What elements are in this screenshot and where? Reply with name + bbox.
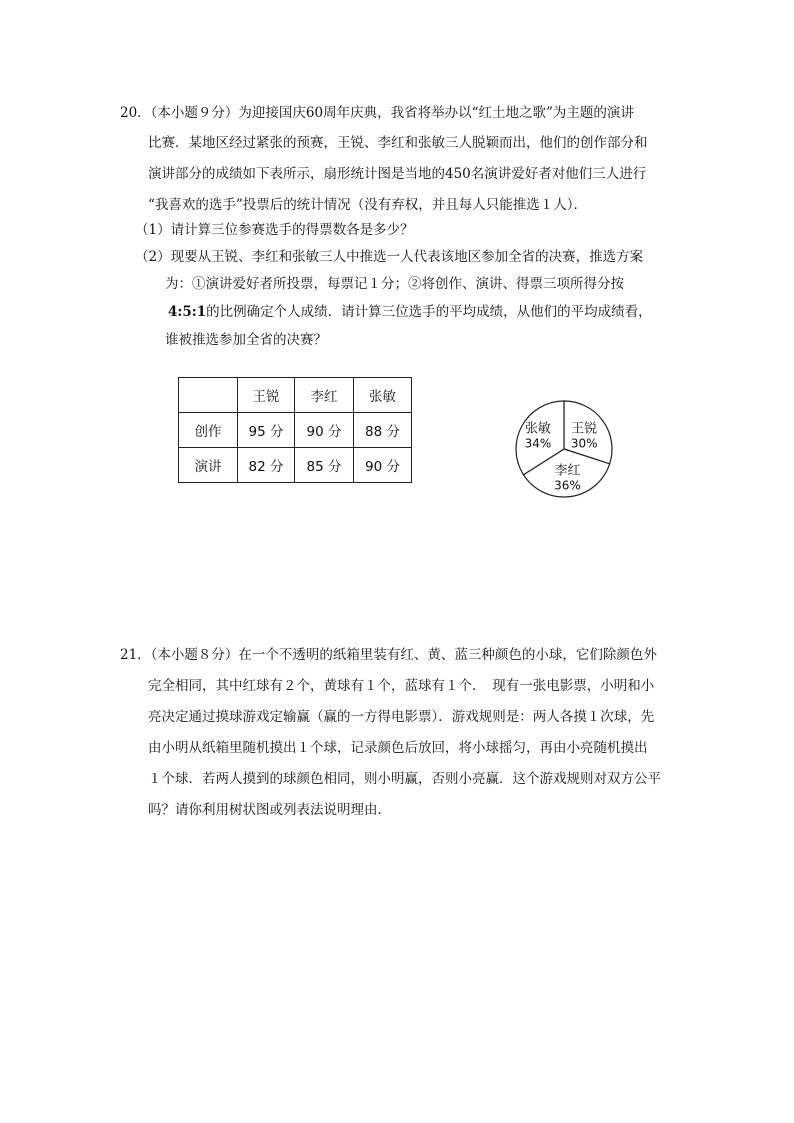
pie-label-name: 李红	[554, 463, 581, 479]
q20-line-2: 比赛．某地区经过紧张的预赛，王锐、李红和张敏三人脱颖而出，他们的创作部分和	[148, 135, 648, 151]
table-cell: 演讲	[179, 448, 238, 483]
table-row	[179, 413, 412, 448]
q21-line-2: 完全相同，其中红球有２个，黄球有１个，蓝球有１个． 现有一张电影票，小明和小	[148, 678, 655, 694]
q20-sub2-line-1: （2）现要从王锐、李红和张敏三人中推选一人代表该地区参加全省的决赛，推选方案	[135, 249, 644, 265]
q20-sub2-line-2: 为：①演讲爱好者所投票，每票记１分；②将创作、演讲、得票三项所得分按	[165, 276, 624, 292]
table-cell: 95 分	[238, 413, 295, 448]
table-cell: 创作	[179, 413, 238, 448]
ratio-rest-text: 的比例确定个人成绩．请计算三位选手的平均成绩，从他们的平均成绩看，	[206, 304, 652, 320]
ratio-text: 4:5:1	[168, 304, 207, 320]
table-header-row	[179, 378, 412, 413]
pie-label-name: 张敏	[524, 421, 551, 437]
q20-line-4: “我喜欢的选手”投票后的统计情况（没有弃权，并且每人只能推选１人）．	[148, 197, 588, 213]
q21-line-4: 由小明从纸箱里随机摸出１个球，记录颜色后放回，将小球摇匀，再由小亮随机摸出	[148, 740, 648, 756]
table-header-cell	[179, 378, 238, 413]
q21-line-3: 亮决定通过摸球游戏定输赢（赢的一方得电影票）．游戏规则是：两人各摸１次球，先	[148, 709, 655, 725]
table-header-cell: 李红	[295, 378, 354, 413]
pie-label-name: 王锐	[571, 421, 598, 437]
q20-line-3: 演讲部分的成绩如下表所示，扇形统计图是当地的450名演讲爱好者对他们三人进行	[148, 166, 647, 182]
pie-label-percent: 30%	[570, 436, 598, 451]
q21-line-5: １个球．若两人摸到的球颜色相同，则小明赢，否则小亮赢．这个游戏规则对双方公平	[148, 771, 661, 787]
pie-label-percent: 36%	[554, 478, 581, 493]
q20-sub1: （1）请计算三位参赛选手的得票数各是多少？	[135, 222, 414, 238]
q20-line-1: 20．（本小题９分）为迎接国庆60周年庆典，我省将举办以“红土地之歌”为主题的演讲	[120, 105, 634, 121]
pie-label-percent: 34%	[524, 436, 552, 451]
pie-chart	[512, 399, 616, 499]
table-row	[179, 448, 412, 483]
q20-sub2-line-3	[168, 302, 652, 322]
q21-line-1: 21．（本小题８分）在一个不透明的纸箱里装有红、黄、蓝三种颜色的小球，它们除颜色外	[120, 647, 657, 663]
pie-chart-svg	[512, 399, 616, 499]
q20-sub2-line-4: 谁被推选参加全省的决赛？	[165, 332, 327, 348]
table-cell: 85 分	[295, 448, 354, 483]
table-cell: 82 分	[238, 448, 295, 483]
score-table	[178, 377, 412, 483]
table-cell: 88 分	[354, 413, 412, 448]
table-header-cell: 张敏	[354, 378, 412, 413]
table-header-cell: 王锐	[238, 378, 295, 413]
table-cell: 90 分	[295, 413, 354, 448]
table-cell: 90 分	[354, 448, 412, 483]
q21-line-6: 吗？请你利用树状图或列表法说明理由．	[148, 802, 391, 818]
